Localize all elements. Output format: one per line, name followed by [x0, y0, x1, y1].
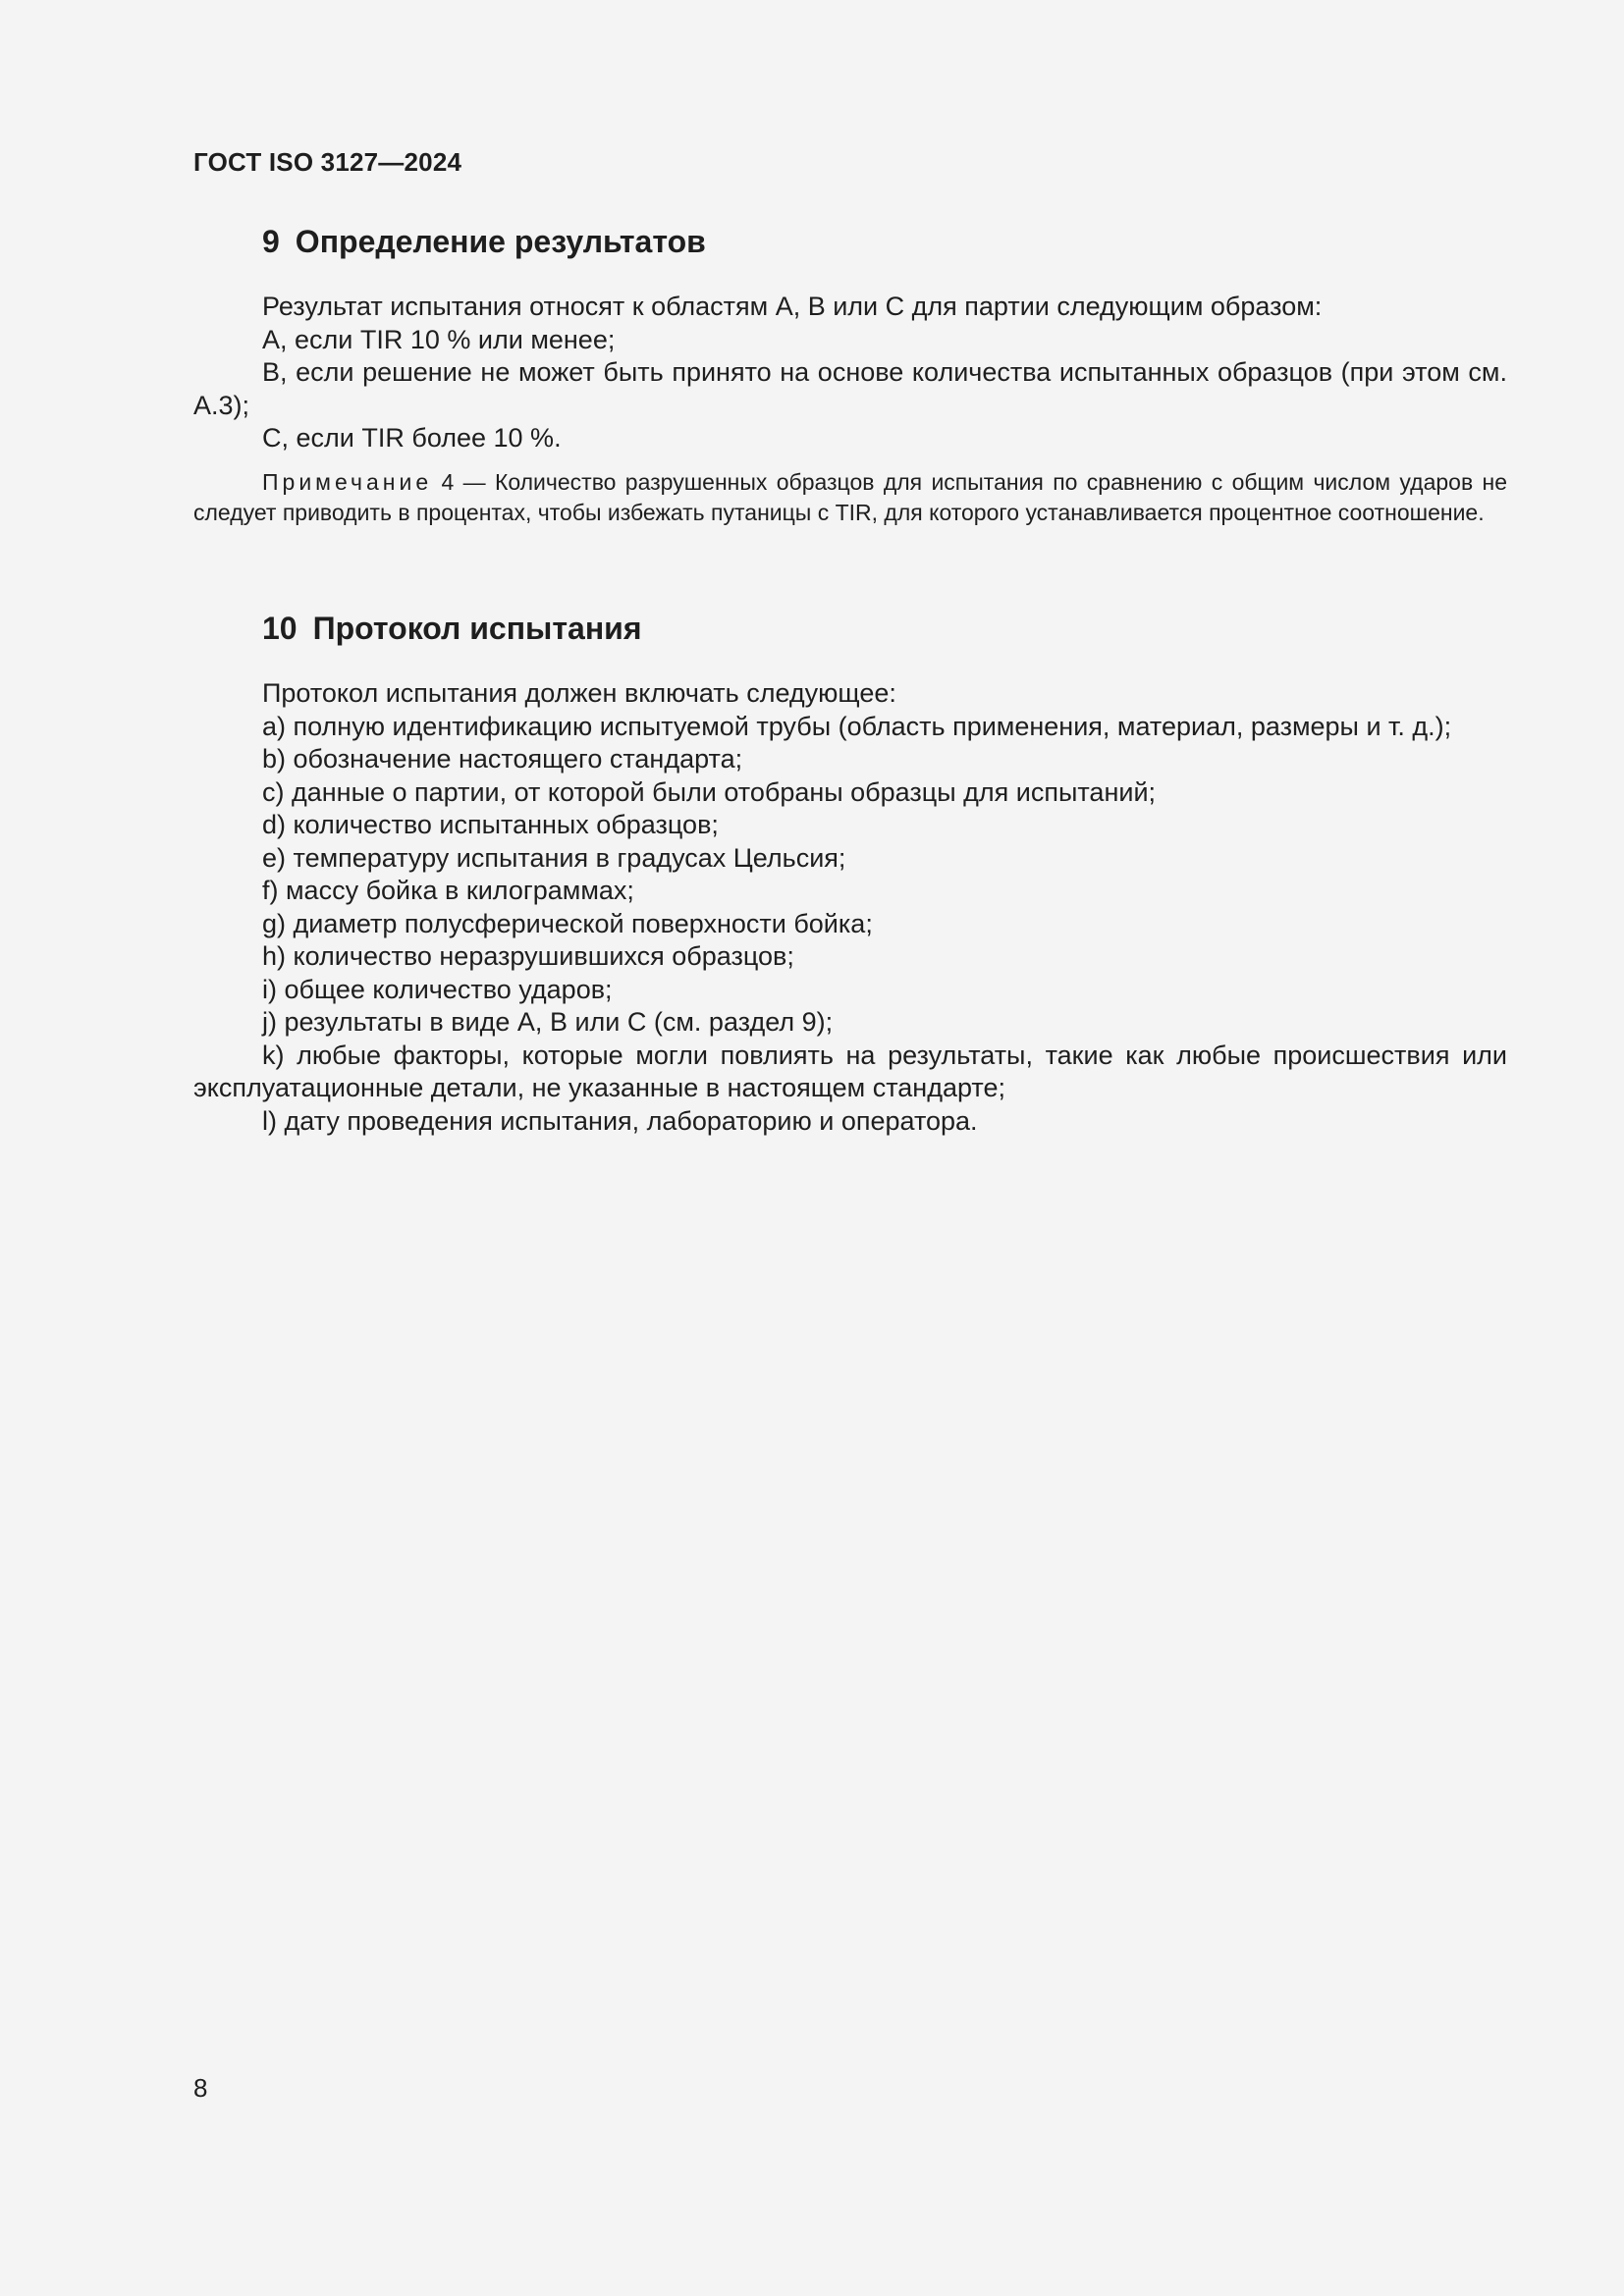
section-10-intro: Протокол испытания должен включать следующее:	[262, 678, 896, 708]
list-item: f) массу бойка в килограммах;	[262, 876, 634, 905]
section-9-item: В, если решение не может быть принято на основе количества испытанных образцов (при этом см. А.3);	[193, 357, 1507, 420]
list-item: i) общее количество ударов;	[262, 974, 613, 1004]
list-item: d) количество испытанных образцов;	[262, 810, 719, 839]
section-9	[193, 222, 1507, 528]
list-item: j) результаты в виде А, В или С (см. раздел 9);	[262, 1007, 834, 1037]
section-9-intro: Результат испытания относят к областям А, В или С для партии следующим образом:	[262, 292, 1323, 321]
note-label: Примечание	[262, 468, 433, 495]
list-item: a) полную идентификацию испытуемой трубы (область применения, материал, размеры и т. д.);	[262, 711, 1452, 741]
list-item: c) данные о партии, от которой были отобраны образцы для испытаний;	[262, 776, 1157, 807]
list-item: e) температуру испытания в градусах Цельсия;	[262, 842, 846, 873]
list-item: h) количество неразрушившихся образцов;	[262, 941, 794, 971]
note-text: 4 — Количество разрушенных образцов для испытания по сравнению с общим числом ударов не следует приводить в процентах, чтобы избежать путаницы с TIR, для которого устанавливается процентное соотношение.	[193, 468, 1507, 525]
list-item: b) обозначение настоящего стандарта;	[262, 744, 743, 774]
section-10-title-text: Протокол испытания	[312, 611, 642, 646]
list-item: k) любые факторы, которые могли повлиять на результаты, такие как любые происшествия или эксплуатационные детали, не указанные в настоящем стандарте;	[193, 1040, 1507, 1102]
section-9-title	[193, 222, 1507, 261]
note-4	[193, 467, 1507, 528]
section-9-item: А, если TIR 10 % или менее;	[262, 324, 616, 354]
section-10-title	[193, 609, 1507, 648]
section-10-number: 10	[262, 611, 298, 646]
page-number: 8	[193, 2073, 208, 2103]
list-item: l) дату проведения испытания, лабораторию и оператора.	[262, 1105, 978, 1136]
section-9-number: 9	[262, 224, 280, 259]
section-9-item: С, если TIR более 10 %.	[262, 423, 562, 453]
list-item: g) диаметр полусферической поверхности бойка;	[262, 908, 873, 938]
document-code: ГОСТ ISO 3127—2024	[193, 147, 462, 177]
section-10	[193, 609, 1507, 1138]
section-9-title-text: Определение результатов	[295, 224, 706, 259]
